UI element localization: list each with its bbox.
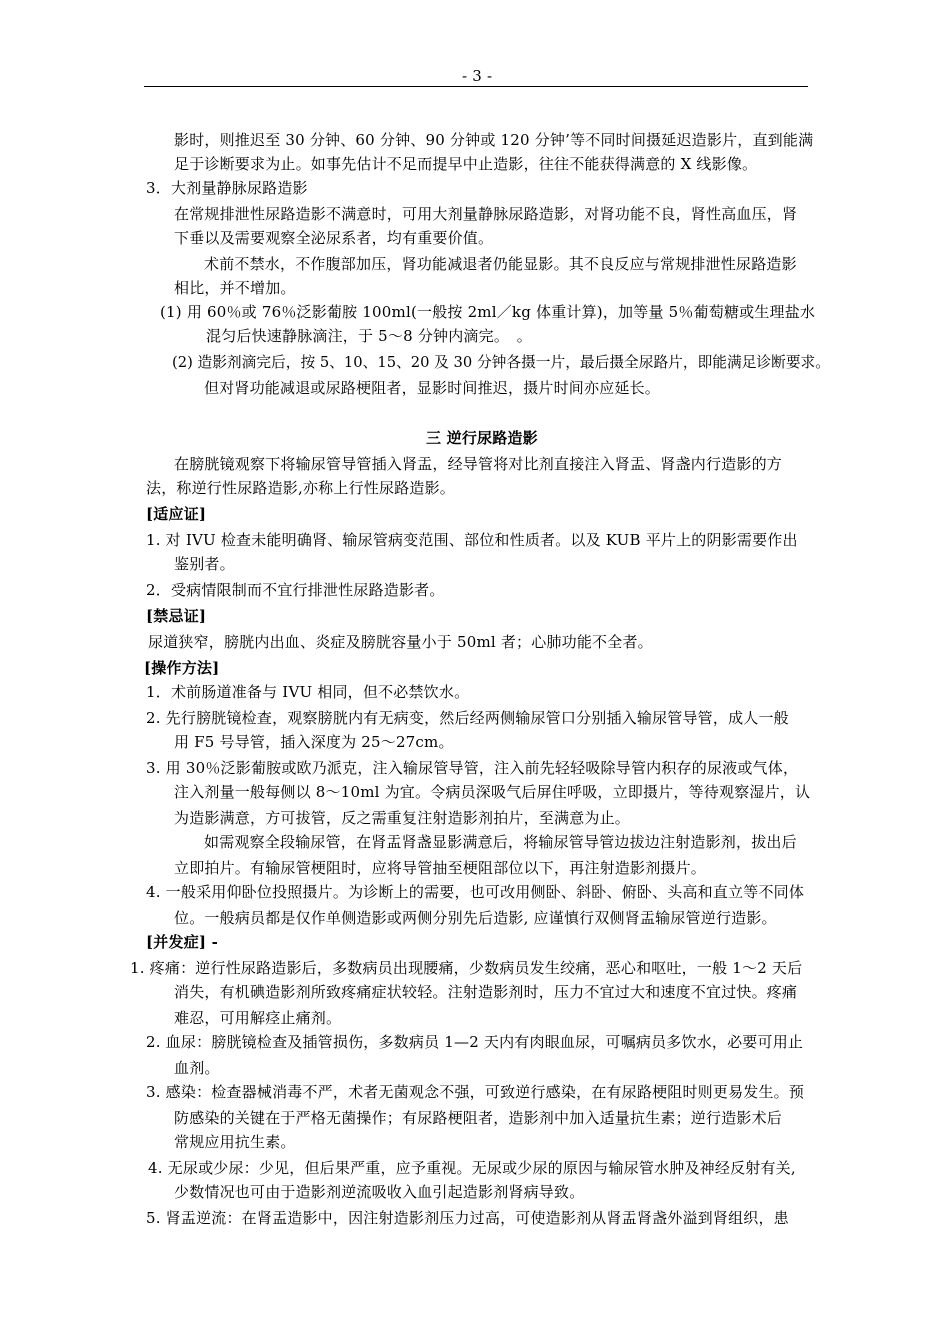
text-line: 4. 一般采用仰卧位投照摄片。为诊断上的需要，也可改用侧卧、斜卧、俯卧、头高和直立等不同体: [146, 883, 805, 901]
text-line: 2. 先行膀胱镜检查，观察膀胱内有无病变，然后经两侧输尿管口分别插入输尿管导管，成人一般: [146, 709, 789, 727]
text-line: 在膀胱镜观察下将输尿管导管插入肾盂，经导管将对比剂直接注入肾盂、肾盏内行造影的方: [174, 455, 783, 473]
text-line: 防感染的关键在于严格无菌操作；有尿路梗阻者，造影剂中加入适量抗生素；逆行造影术后: [174, 1109, 783, 1127]
text-line: 少数情况也可由于造影剂逆流吸收入血引起造影剂肾病导致。: [174, 1183, 585, 1201]
section-heading: 三 逆行尿路造影: [426, 429, 538, 447]
text-line: 血剂。: [174, 1059, 220, 1077]
text-line: 3. 用 30％泛影葡胺或欧乃派克，注入输尿管导管，注入前先轻轻吸除导管内积存的尿液或气体，: [146, 759, 799, 777]
text-line: (2) 造影剂滴完后，按 5、10、15、20 及 30 分钟各摄一片，最后摄全尿路片，即能满足诊断要求。: [172, 353, 830, 371]
text-line: 1. 疼痛：逆行性尿路造影后，多数病员出现腰痛，少数病员发生绞痛，恶心和呕吐，一般 1～2 天后: [130, 959, 803, 977]
header-rule: [144, 86, 808, 87]
section-heading: [并发症] -: [146, 933, 219, 951]
text-line: 法，称逆行性尿路造影,亦称上行性尿路造影。: [146, 479, 455, 497]
text-line: 位。一般病员都是仅作单侧造影或两侧分别先后造影, 应谨慎行双侧肾盂输尿管逆行造影。: [174, 909, 777, 927]
text-line: 术前不禁水，不作腹部加压，肾功能减退者仍能显影。其不良反应与常规排泄性尿路造影: [204, 255, 797, 273]
section-heading: [适应证]: [146, 505, 207, 523]
page-number: - 3 -: [462, 67, 493, 85]
text-line: 2. 血尿：膀胱镜检查及插管损伤，多数病员 1—2 天内有肉眼血尿，可嘱病员多饮水，必要可用止: [146, 1033, 804, 1051]
text-line: 4. 无尿或少尿：少见，但后果严重，应予重视。无尿或少尿的原因与输尿管水肿及神经反射有关,: [148, 1159, 796, 1177]
text-line: (1) 用 60％或 76％泛影葡胺 100ml(一般按 2ml／kg 体重计算)，加等量 5％葡萄糖或生理盐水: [160, 303, 816, 321]
text-line: 常规应用抗生素。: [174, 1133, 296, 1151]
text-line: 难忍，可用解痉止痛剂。: [174, 1009, 342, 1027]
text-line: 注入剂量一般每侧以 8～10ml 为宜。令病员深吸气后屏住呼吸，立即摄片，等待观察湿片，认: [174, 783, 811, 801]
text-line: 用 F5 号导管，插入深度为 25～27cm。: [174, 733, 454, 751]
text-line: 消失，有机碘造影剂所致疼痛症状较轻。注射造影剂时，压力不宜过大和速度不宜过快。疼痛: [174, 983, 798, 1001]
text-line: 但对肾功能减退或尿路梗阻者，显影时间推迟，摄片时间亦应延长。: [204, 379, 661, 397]
text-line: 足于诊断要求为止。如事先估计不足而提早中止造影，往往不能获得满意的 X 线影像。: [174, 155, 758, 173]
section-heading: [禁忌证]: [146, 607, 207, 625]
text-line: 下垂以及需要观察全泌尿系者，均有重要价值。: [174, 229, 494, 247]
text-line: 鉴别者。: [174, 555, 235, 573]
text-line: 在常规排泄性尿路造影不满意时，可用大剂量静脉尿路造影，对肾功能不良，肾性高血压，肾: [174, 205, 798, 223]
text-line: 尿道狭窄，膀胱内出血、炎症及膀胱容量小于 50ml 者；心肺功能不全者。: [148, 633, 653, 651]
text-line: 1．术前肠道准备与 IVU 相同，但不必禁饮水。: [146, 683, 470, 701]
text-line: 2．受病情限制而不宜行排泄性尿路造影者。: [146, 581, 445, 599]
text-line: 3. 感染：检查器械消毒不严，术者无菌观念不强，可致逆行感染，在有尿路梗阻时则更易发生。预: [146, 1083, 805, 1101]
text-line: 影时，则推迟至 30 分钟、60 分钟、90 分钟或 120 分钟’等不同时间摄延迟造影片，直到能满: [174, 131, 814, 149]
text-line: 为造影满意，方可拔管，反之需重复注射造影剂拍片，至满意为止。: [174, 809, 631, 827]
section-heading: [操作方法]: [144, 659, 220, 677]
text-line: 混匀后快速静脉滴注，于 5～8 分钟内滴完。 。: [206, 327, 532, 345]
text-line: 5. 肾盂逆流：在肾盂造影中，因注射造影剂压力过高，可使造影剂从肾盂肾盏外溢到肾组织，患: [146, 1209, 789, 1227]
text-line: 1. 对 IVU 检查未能明确肾、输尿管病变范围、部位和性质者。以及 KUB 平片上的阴影需要作出: [146, 531, 798, 549]
text-line: 3．大剂量静脉尿路造影: [146, 179, 308, 197]
text-line: 立即拍片。有输尿管梗阻时，应将导管抽至梗阻部位以下，再注射造影剂摄片。: [174, 859, 707, 877]
text-line: 如需观察全段输尿管，在肾盂肾盏显影满意后，将输尿管导管边拔边注射造影剂，拔出后: [204, 833, 797, 851]
text-line: 相比，并不增加。: [174, 279, 296, 297]
